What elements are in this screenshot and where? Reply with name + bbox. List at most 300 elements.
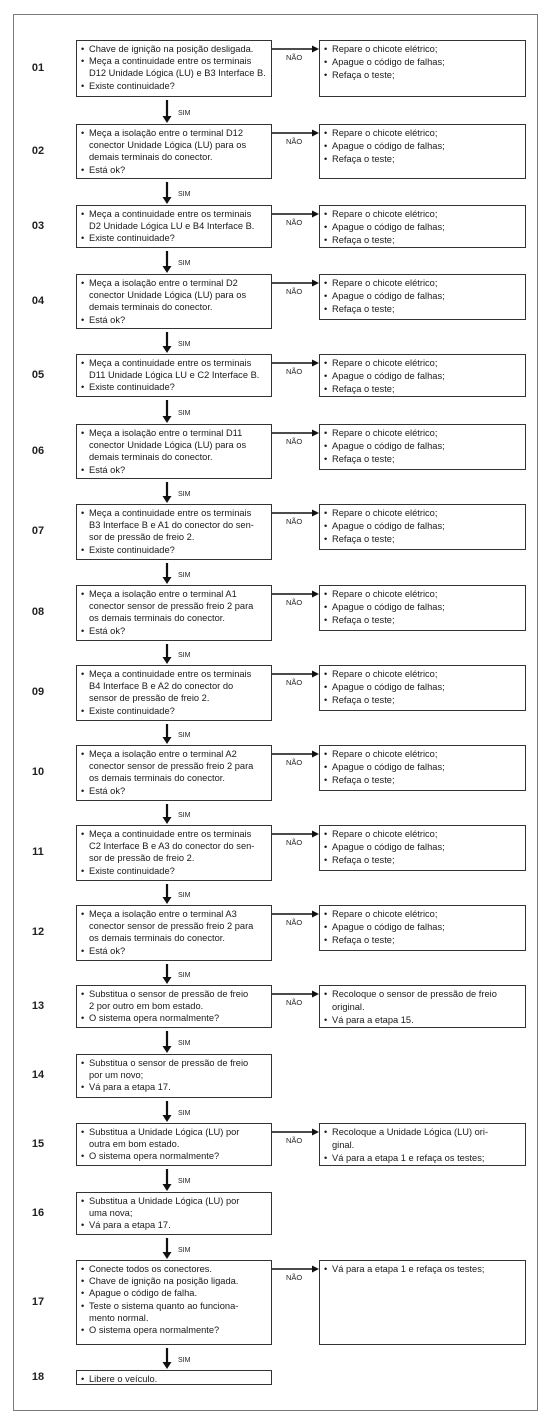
yes-arrow-head bbox=[163, 346, 172, 353]
step-item-text: Substitua a Unidade Lógica (LU) por uma nova; bbox=[89, 1196, 240, 1219]
bullet-marker: • bbox=[324, 602, 328, 613]
no-result-box bbox=[319, 905, 526, 951]
no-arrow-head bbox=[312, 671, 319, 678]
bullet-marker: • bbox=[324, 222, 328, 233]
step-box bbox=[76, 1123, 272, 1166]
bullet-marker: • bbox=[324, 1264, 328, 1274]
step-item-text: Meça a continuidade entre os terminais D11 Unidade Lógica LU e C2 Interface B. bbox=[89, 358, 260, 381]
no-result-item-text: Apague o código de falhas; bbox=[332, 682, 445, 693]
no-label: NÃO bbox=[286, 1273, 303, 1282]
step-number: 01 bbox=[31, 61, 45, 74]
bullet-marker: • bbox=[324, 384, 328, 395]
yes-arrow-head bbox=[163, 1252, 172, 1259]
step-item bbox=[81, 277, 268, 314]
step-number: 18 bbox=[31, 1370, 45, 1383]
step-item-text: Está ok? bbox=[89, 785, 126, 796]
no-result-box bbox=[319, 124, 526, 179]
no-result-item-text: Repare o chicote elétrico; bbox=[332, 508, 438, 518]
step-item bbox=[81, 748, 268, 785]
step-number: 03 bbox=[31, 219, 45, 232]
no-result-box bbox=[319, 985, 526, 1028]
step-item bbox=[81, 1150, 268, 1162]
step-item-text: Meça a continuidade entre os terminais D12 Unidade Lógica (LU) e B3 Interface B. bbox=[89, 56, 266, 79]
step-item-text: Está ok? bbox=[89, 164, 126, 175]
bullet-marker: • bbox=[81, 945, 85, 956]
no-result-item-text: Apague o código de falhas; bbox=[332, 291, 445, 302]
yes-label: SIM bbox=[178, 812, 191, 819]
no-result-item-text: Refaça o teste; bbox=[332, 775, 395, 786]
no-arrow-head bbox=[312, 751, 319, 758]
step-item bbox=[81, 1219, 268, 1231]
no-result-item bbox=[324, 507, 522, 520]
no-result-item bbox=[324, 1126, 522, 1152]
bullet-marker: • bbox=[81, 1220, 85, 1231]
bullet-marker: • bbox=[81, 909, 85, 919]
step-box bbox=[76, 274, 272, 329]
no-arrow-head bbox=[312, 46, 319, 53]
step-box bbox=[76, 124, 272, 179]
yes-arrow-head bbox=[163, 197, 172, 204]
no-arrow-head bbox=[312, 911, 319, 918]
bullet-marker: • bbox=[324, 935, 328, 946]
step-item-text: Meça a continuidade entre os terminais B4 Interface B e A2 do conector do sensor de pressão de freio 2. bbox=[89, 669, 252, 704]
no-result-box bbox=[319, 354, 526, 397]
bullet-marker: • bbox=[324, 695, 328, 706]
step-item-text: O sistema opera normalmente? bbox=[89, 1325, 220, 1336]
no-result-item bbox=[324, 761, 522, 774]
step-item bbox=[81, 705, 268, 717]
step-item bbox=[81, 1287, 268, 1299]
bullet-marker: • bbox=[324, 855, 328, 866]
bullet-marker: • bbox=[81, 669, 85, 679]
yes-label: SIM bbox=[178, 571, 191, 579]
yes-arrow-head bbox=[163, 1115, 172, 1122]
no-arrow-head bbox=[312, 211, 319, 218]
no-result-item bbox=[324, 56, 522, 69]
bullet-marker: • bbox=[81, 749, 85, 759]
bullet-marker: • bbox=[324, 775, 328, 786]
no-label: NÃO bbox=[286, 918, 303, 927]
no-result-item bbox=[324, 681, 522, 694]
no-result-item-text: Repare o chicote elétrico; bbox=[332, 209, 438, 219]
no-result-item bbox=[324, 357, 522, 370]
bullet-marker: • bbox=[81, 56, 85, 67]
no-result-box bbox=[319, 1260, 526, 1345]
no-result-item bbox=[324, 908, 522, 921]
yes-arrow-head bbox=[163, 977, 172, 984]
bullet-marker: • bbox=[324, 235, 328, 246]
no-result-item bbox=[324, 140, 522, 153]
no-result-item-text: Vá para a etapa 1 e refaça os testes; bbox=[332, 1264, 485, 1274]
bullet-marker: • bbox=[324, 521, 328, 532]
no-label: NÃO bbox=[286, 838, 303, 847]
step-item-text: Libere o veículo. bbox=[89, 1374, 158, 1384]
no-arrow-head bbox=[312, 591, 319, 598]
bullet-marker: • bbox=[81, 1264, 85, 1274]
bullet-marker: • bbox=[81, 1151, 85, 1162]
bullet-marker: • bbox=[324, 762, 328, 773]
step-box bbox=[76, 825, 272, 881]
no-result-item bbox=[324, 370, 522, 383]
step-item bbox=[81, 80, 268, 92]
no-result-item-text: Vá para a etapa 15. bbox=[332, 1015, 414, 1026]
no-result-item bbox=[324, 277, 522, 290]
step-item bbox=[81, 544, 268, 556]
no-result-item-text: Apague o código de falhas; bbox=[332, 441, 445, 452]
step-item-text: Substitua o sensor de pressão de freio 2 por outro em bom estado. bbox=[89, 989, 249, 1012]
step-item bbox=[81, 1373, 268, 1385]
yes-label: SIM bbox=[178, 732, 191, 739]
step-item bbox=[81, 1195, 268, 1219]
yes-label: SIM bbox=[178, 1109, 191, 1117]
yes-label: SIM bbox=[178, 1356, 191, 1364]
step-item-text: Existe continuidade? bbox=[89, 382, 175, 393]
step-item-text: Conecte todos os conectores. bbox=[89, 1264, 212, 1274]
step-box bbox=[76, 354, 272, 397]
bullet-marker: • bbox=[324, 44, 328, 54]
step-item bbox=[81, 908, 268, 945]
no-result-item-text: Refaça o teste; bbox=[332, 154, 395, 165]
step-item-text: Existe continuidade? bbox=[89, 80, 175, 91]
bullet-marker: • bbox=[81, 164, 85, 175]
step-item bbox=[81, 945, 268, 957]
bullet-marker: • bbox=[81, 1013, 85, 1024]
no-label: NÃO bbox=[286, 598, 303, 607]
bullet-marker: • bbox=[81, 382, 85, 393]
step-item bbox=[81, 865, 268, 877]
no-result-item bbox=[324, 127, 522, 140]
no-result-item bbox=[324, 841, 522, 854]
no-result-item-text: Recoloque o sensor de pressão de freio original. bbox=[332, 989, 497, 1013]
no-result-item-text: Refaça o teste; bbox=[332, 855, 395, 866]
step-box bbox=[76, 1260, 272, 1345]
bullet-marker: • bbox=[81, 358, 85, 368]
bullet-marker: • bbox=[81, 1374, 85, 1384]
bullet-marker: • bbox=[81, 705, 85, 716]
no-result-item bbox=[324, 1152, 522, 1165]
yes-arrow-head bbox=[163, 1046, 172, 1053]
no-result-item-text: Repare o chicote elétrico; bbox=[332, 428, 438, 438]
step-item bbox=[81, 1275, 268, 1287]
no-arrow-head bbox=[312, 991, 319, 998]
step-box bbox=[76, 1370, 272, 1385]
no-result-item bbox=[324, 533, 522, 546]
step-item bbox=[81, 1126, 268, 1150]
no-arrow-head bbox=[312, 280, 319, 287]
step-box bbox=[76, 905, 272, 961]
no-result-item bbox=[324, 440, 522, 453]
step-item-text: Meça a isolação entre o terminal D12 conector Unidade Lógica (LU) para os demais terminais do conector. bbox=[89, 128, 247, 163]
no-result-item bbox=[324, 588, 522, 601]
no-result-item-text: Repare o chicote elétrico; bbox=[332, 44, 438, 54]
step-number: 02 bbox=[31, 144, 45, 157]
no-result-item bbox=[324, 1014, 522, 1027]
no-label: NÃO bbox=[286, 678, 303, 687]
step-item-text: Substitua a Unidade Lógica (LU) por outra em bom estado. bbox=[89, 1127, 240, 1150]
bullet-marker: • bbox=[324, 358, 328, 368]
bullet-marker: • bbox=[324, 209, 328, 219]
step-item-text: Substitua o sensor de pressão de freio por um novo; bbox=[89, 1058, 249, 1081]
no-result-box bbox=[319, 40, 526, 97]
yes-label: SIM bbox=[178, 1246, 191, 1254]
bullet-marker: • bbox=[324, 304, 328, 315]
step-item bbox=[81, 988, 268, 1012]
step-item-text: Meça a isolação entre o terminal D11 conector Unidade Lógica (LU) para os demais terminais do conector. bbox=[89, 428, 247, 463]
bullet-marker: • bbox=[324, 615, 328, 626]
step-item bbox=[81, 668, 268, 705]
step-item-text: Está ok? bbox=[89, 945, 126, 956]
step-box bbox=[76, 1192, 272, 1235]
bullet-marker: • bbox=[81, 278, 85, 288]
bullet-marker: • bbox=[81, 989, 85, 999]
step-box bbox=[76, 985, 272, 1028]
no-result-item-text: Refaça o teste; bbox=[332, 70, 395, 81]
no-result-item-text: Repare o chicote elétrico; bbox=[332, 749, 438, 759]
no-label: NÃO bbox=[286, 287, 303, 296]
no-result-item-text: Recoloque a Unidade Lógica (LU) ori- ginal. bbox=[332, 1127, 489, 1151]
no-result-item-text: Refaça o teste; bbox=[332, 695, 395, 706]
no-result-item-text: Apague o código de falhas; bbox=[332, 371, 445, 382]
no-result-item bbox=[324, 153, 522, 166]
no-result-item-text: Repare o chicote elétrico; bbox=[332, 909, 438, 919]
no-result-box bbox=[319, 205, 526, 248]
bullet-marker: • bbox=[324, 278, 328, 288]
step-item-text: Chave de ignição na posição ligada. bbox=[89, 1276, 239, 1287]
bullet-marker: • bbox=[324, 70, 328, 81]
yes-label: SIM bbox=[178, 652, 191, 659]
bullet-marker: • bbox=[324, 154, 328, 165]
step-box bbox=[76, 504, 272, 560]
bullet-marker: • bbox=[81, 865, 85, 876]
bullet-marker: • bbox=[324, 1015, 328, 1026]
no-result-item bbox=[324, 290, 522, 303]
step-box bbox=[76, 1054, 272, 1098]
no-result-item-text: Repare o chicote elétrico; bbox=[332, 358, 438, 368]
yes-arrow-head bbox=[163, 897, 172, 904]
step-item bbox=[81, 208, 268, 232]
step-number: 14 bbox=[31, 1069, 45, 1081]
yes-label: SIM bbox=[178, 109, 191, 117]
bullet-marker: • bbox=[81, 1276, 85, 1287]
no-result-item-text: Apague o código de falhas; bbox=[332, 922, 445, 933]
bullet-marker: • bbox=[324, 829, 328, 839]
bullet-marker: • bbox=[324, 441, 328, 452]
step-number: 10 bbox=[31, 766, 45, 778]
no-result-item-text: Apague o código de falhas; bbox=[332, 141, 445, 152]
step-item-text: Está ok? bbox=[89, 625, 126, 636]
bullet-marker: • bbox=[81, 589, 85, 599]
step-number: 05 bbox=[31, 368, 45, 381]
step-item-text: O sistema opera normalmente? bbox=[89, 1013, 220, 1024]
no-result-box bbox=[319, 504, 526, 550]
bullet-marker: • bbox=[324, 141, 328, 152]
step-number: 09 bbox=[31, 686, 45, 698]
no-result-item-text: Repare o chicote elétrico; bbox=[332, 128, 438, 138]
bullet-marker: • bbox=[81, 464, 85, 475]
no-result-item bbox=[324, 748, 522, 761]
no-result-item bbox=[324, 221, 522, 234]
bullet-marker: • bbox=[81, 233, 85, 244]
step-item-text: O sistema opera normalmente? bbox=[89, 1151, 220, 1162]
step-item-text: Meça a isolação entre o terminal D2 conector Unidade Lógica (LU) para os demais terminais do conector. bbox=[89, 278, 247, 313]
bullet-marker: • bbox=[324, 669, 328, 679]
no-result-item bbox=[324, 854, 522, 867]
bullet-marker: • bbox=[81, 1127, 85, 1137]
step-item bbox=[81, 1300, 268, 1324]
yes-arrow-head bbox=[163, 496, 172, 503]
no-result-item bbox=[324, 934, 522, 947]
yes-label: SIM bbox=[178, 1040, 191, 1047]
step-number: 04 bbox=[31, 294, 45, 307]
no-result-item-text: Refaça o teste; bbox=[332, 935, 395, 946]
step-item bbox=[81, 1057, 268, 1081]
bullet-marker: • bbox=[81, 1082, 85, 1093]
no-result-item-text: Refaça o teste; bbox=[332, 615, 395, 626]
bullet-marker: • bbox=[81, 128, 85, 138]
step-item-text: Existe continuidade? bbox=[89, 544, 175, 555]
step-box bbox=[76, 585, 272, 641]
yes-label: SIM bbox=[178, 409, 191, 417]
no-result-item bbox=[324, 427, 522, 440]
step-item bbox=[81, 1012, 268, 1024]
no-arrow-head bbox=[312, 510, 319, 517]
step-box bbox=[76, 665, 272, 721]
step-item-text: Está ok? bbox=[89, 314, 126, 325]
bullet-marker: • bbox=[81, 785, 85, 796]
bullet-marker: • bbox=[81, 80, 85, 91]
yes-label: SIM bbox=[178, 191, 191, 198]
bullet-marker: • bbox=[324, 57, 328, 68]
step-item-text: Apague o código de falha. bbox=[89, 1288, 198, 1299]
no-result-item-text: Repare o chicote elétrico; bbox=[332, 278, 438, 288]
no-result-box bbox=[319, 585, 526, 631]
yes-arrow-head bbox=[163, 817, 172, 824]
step-item bbox=[81, 507, 268, 544]
step-item bbox=[81, 1324, 268, 1336]
yes-arrow-head bbox=[163, 737, 172, 744]
no-result-item bbox=[324, 774, 522, 787]
step-item-text: Existe continuidade? bbox=[89, 865, 175, 876]
no-result-item-text: Apague o código de falhas; bbox=[332, 602, 445, 613]
step-item bbox=[81, 232, 268, 244]
step-item bbox=[81, 314, 268, 326]
no-result-item bbox=[324, 453, 522, 466]
no-result-item-text: Repare o chicote elétrico; bbox=[332, 829, 438, 839]
step-item bbox=[81, 828, 268, 865]
no-result-item bbox=[324, 43, 522, 56]
step-item-text: Meça a isolação entre o terminal A3 conector sensor de pressão freio 2 para os demais terminais do conector. bbox=[89, 909, 254, 944]
yes-arrow-head bbox=[163, 1362, 172, 1369]
step-item-text: Meça a continuidade entre os terminais B3 Interface B e A1 do conector do sen- sor de pressão de freio 2. bbox=[89, 508, 254, 543]
no-arrow-head bbox=[312, 1129, 319, 1136]
no-result-item bbox=[324, 614, 522, 627]
no-label: NÃO bbox=[286, 517, 303, 526]
no-result-item bbox=[324, 601, 522, 614]
step-item-text: Teste o sistema quanto ao funciona- mento normal. bbox=[89, 1300, 239, 1323]
bullet-marker: • bbox=[324, 842, 328, 853]
step-item-text: Existe continuidade? bbox=[89, 705, 175, 716]
no-result-item bbox=[324, 303, 522, 316]
no-result-item-text: Apague o código de falhas; bbox=[332, 222, 445, 233]
no-result-box bbox=[319, 745, 526, 791]
no-label: NÃO bbox=[286, 1136, 303, 1145]
yes-label: SIM bbox=[178, 260, 191, 267]
bullet-marker: • bbox=[324, 589, 328, 599]
step-number: 17 bbox=[31, 1295, 45, 1308]
bullet-marker: • bbox=[81, 508, 85, 518]
step-item-text: Está ok? bbox=[89, 464, 126, 475]
no-result-item bbox=[324, 694, 522, 707]
bullet-marker: • bbox=[81, 544, 85, 555]
no-result-item-text: Apague o código de falhas; bbox=[332, 521, 445, 532]
bullet-marker: • bbox=[324, 371, 328, 382]
no-result-item-text: Repare o chicote elétrico; bbox=[332, 589, 438, 599]
bullet-marker: • bbox=[324, 909, 328, 919]
yes-label: SIM bbox=[178, 1178, 191, 1185]
yes-arrow-head bbox=[163, 416, 172, 423]
no-result-item-text: Apague o código de falhas; bbox=[332, 762, 445, 773]
no-label: NÃO bbox=[286, 367, 303, 376]
step-item-text: Existe continuidade? bbox=[89, 233, 175, 244]
yes-label: SIM bbox=[178, 490, 191, 498]
bullet-marker: • bbox=[324, 1153, 328, 1164]
no-result-item-text: Refaça o teste; bbox=[332, 534, 395, 545]
no-result-item bbox=[324, 988, 522, 1014]
step-item-text: Meça a continuidade entre os terminais D2 Unidade Lógica LU e B4 Interface B. bbox=[89, 209, 255, 232]
step-item bbox=[81, 164, 268, 176]
step-item bbox=[81, 55, 268, 79]
no-result-box bbox=[319, 665, 526, 711]
step-item bbox=[81, 357, 268, 381]
no-result-item bbox=[324, 668, 522, 681]
no-result-item-text: Repare o chicote elétrico; bbox=[332, 669, 438, 679]
step-item bbox=[81, 427, 268, 464]
no-result-item-text: Refaça o teste; bbox=[332, 454, 395, 465]
step-number: 08 bbox=[31, 606, 45, 618]
step-item-text: Meça a isolação entre o terminal A1 conector sensor de pressão freio 2 para os demais terminais do conector. bbox=[89, 589, 254, 624]
yes-label: SIM bbox=[178, 340, 191, 348]
step-item bbox=[81, 625, 268, 637]
no-result-item-text: Refaça o teste; bbox=[332, 235, 395, 246]
no-result-item bbox=[324, 69, 522, 82]
bullet-marker: • bbox=[81, 209, 85, 219]
no-result-box bbox=[319, 1123, 526, 1166]
step-number: 11 bbox=[32, 846, 44, 858]
step-box bbox=[76, 205, 272, 248]
no-result-box bbox=[319, 825, 526, 871]
no-result-item bbox=[324, 383, 522, 396]
bullet-marker: • bbox=[324, 749, 328, 759]
bullet-marker: • bbox=[324, 534, 328, 545]
no-result-item-text: Vá para a etapa 1 e refaça os testes; bbox=[332, 1153, 485, 1164]
bullet-marker: • bbox=[81, 314, 85, 325]
no-arrow-head bbox=[312, 1266, 319, 1273]
no-result-item-text: Refaça o teste; bbox=[332, 304, 395, 315]
step-number: 07 bbox=[31, 525, 45, 537]
no-result-item-text: Apague o código de falhas; bbox=[332, 57, 445, 68]
step-item bbox=[81, 127, 268, 164]
bullet-marker: • bbox=[324, 508, 328, 518]
step-number: 12 bbox=[31, 926, 45, 938]
no-label: NÃO bbox=[286, 218, 303, 227]
no-result-item bbox=[324, 520, 522, 533]
step-box bbox=[76, 424, 272, 479]
bullet-marker: • bbox=[324, 922, 328, 933]
bullet-marker: • bbox=[81, 1058, 85, 1068]
bullet-marker: • bbox=[81, 428, 85, 438]
yes-label: SIM bbox=[178, 892, 191, 899]
no-arrow-head bbox=[312, 130, 319, 137]
